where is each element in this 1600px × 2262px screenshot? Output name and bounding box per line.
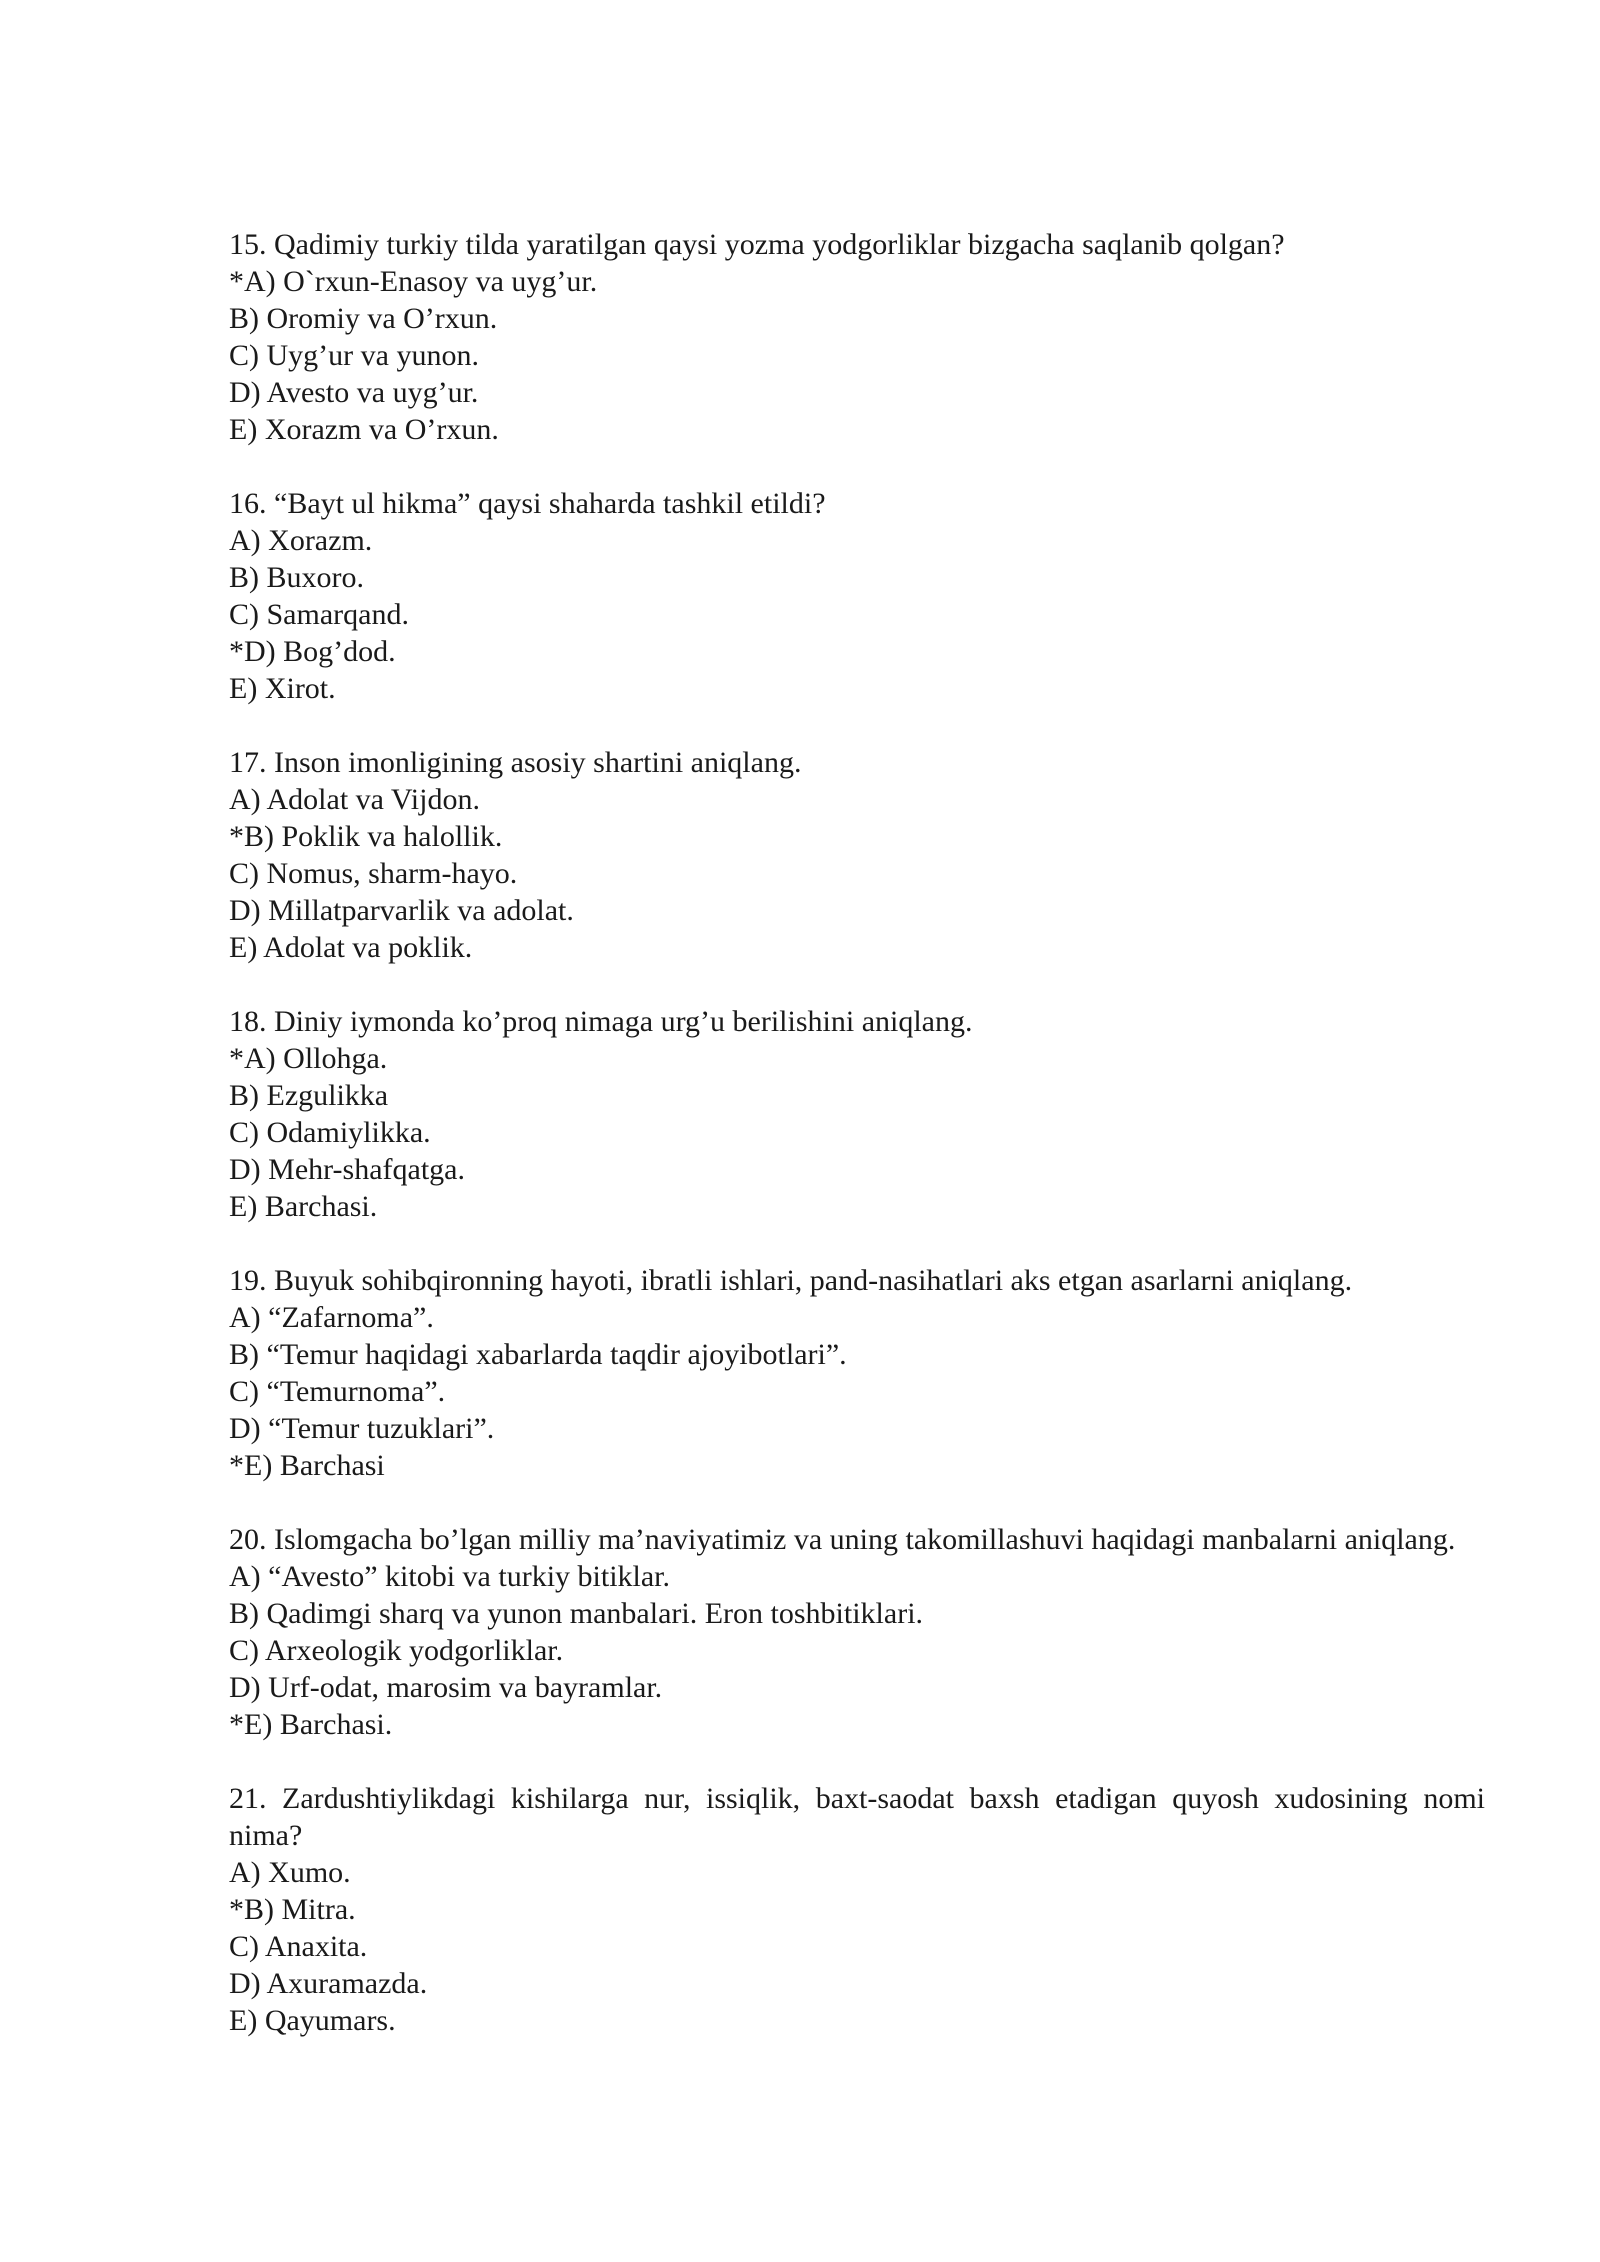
answer-option: C) Samarqand. [229, 598, 409, 631]
answer-option: *A) Ollohga. [229, 1042, 388, 1075]
answer-option: *A) O`rxun-Enasoy va uyg’ur. [229, 265, 598, 298]
answer-option: *D) Bog’dod. [229, 635, 396, 668]
answer-option: A) “Avesto” kitobi va turkiy bitiklar. [229, 1560, 671, 1593]
answer-option: E) Xirot. [229, 672, 336, 705]
question-16 [229, 485, 1485, 707]
answer-option: C) Uyg’ur va yunon. [229, 339, 479, 372]
answer-option: B) Qadimgi sharq va yunon manbalari. Eron toshbitiklari. [229, 1597, 924, 1630]
answer-option: C) Anaxita. [229, 1930, 368, 1963]
answer-option: B) Buxoro. [229, 561, 364, 594]
answer-option: B) Oromiy va O’rxun. [229, 302, 498, 335]
answer-option: C) Nomus, sharm-hayo. [229, 857, 518, 890]
answer-option: E) Barchasi. [229, 1190, 378, 1223]
question-21 [229, 1780, 1485, 2039]
answer-option: D) Mehr-shafqatga. [229, 1153, 465, 1186]
answer-option: *B) Mitra. [229, 1893, 356, 1926]
answer-option: D) Avesto va uyg’ur. [229, 376, 479, 409]
answer-option: B) “Temur haqidagi xabarlarda taqdir ajoyibotlari”. [229, 1338, 847, 1371]
question-17 [229, 744, 1485, 966]
question-text: 15. Qadimiy turkiy tilda yaratilgan qaysi yozma yodgorliklar bizgacha saqlanib qolgan? [229, 228, 1285, 261]
question-text: 21. Zardushtiylikdagi kishilarga nur, issiqlik, baxt-saodat baxsh etadigan quyosh xudosining nomi nima? [229, 1782, 1485, 1852]
question-text: 18. Diniy iymonda ko’proq nimaga urg’u berilishini aniqlang. [229, 1005, 973, 1038]
question-18 [229, 1003, 1485, 1225]
question-text: 19. Buyuk sohibqironning hayoti, ibratli ishlari, pand-nasihatlari aks etgan asarlarni aniqlang. [229, 1264, 1353, 1297]
answer-option: A) Xorazm. [229, 524, 373, 557]
answer-option: *E) Barchasi [229, 1449, 385, 1482]
answer-option: E) Qayumars. [229, 2004, 396, 2037]
answer-option: D) Urf-odat, marosim va bayramlar. [229, 1671, 663, 1704]
answer-option: B) Ezgulikka [229, 1079, 389, 1112]
question-text: 20. Islomgacha bo’lgan milliy ma’naviyatimiz va uning takomillashuvi haqidagi manbalarni aniqlang. [229, 1523, 1456, 1556]
question-20 [229, 1521, 1485, 1743]
answer-option: C) Odamiylikka. [229, 1116, 431, 1149]
answer-option: *E) Barchasi. [229, 1708, 393, 1741]
question-15 [229, 226, 1485, 448]
answer-option: *B) Poklik va halollik. [229, 820, 503, 853]
answer-option: A) Xumo. [229, 1856, 351, 1889]
answer-option: C) “Temurnoma”. [229, 1375, 446, 1408]
answer-option: D) Millatparvarlik va adolat. [229, 894, 574, 927]
question-text: 16. “Bayt ul hikma” qaysi shaharda tashkil etildi? [229, 487, 826, 520]
answer-option: A) “Zafarnoma”. [229, 1301, 434, 1334]
answer-option: A) Adolat va Vijdon. [229, 783, 480, 816]
answer-option: E) Xorazm va O’rxun. [229, 413, 499, 446]
answer-option: D) “Temur tuzuklari”. [229, 1412, 495, 1445]
answer-option: E) Adolat va poklik. [229, 931, 473, 964]
question-list [229, 226, 1485, 2076]
question-text: 17. Inson imonligining asosiy shartini aniqlang. [229, 746, 802, 779]
answer-option: C) Arxeologik yodgorliklar. [229, 1634, 564, 1667]
question-19 [229, 1262, 1485, 1484]
answer-option: D) Axuramazda. [229, 1967, 428, 2000]
